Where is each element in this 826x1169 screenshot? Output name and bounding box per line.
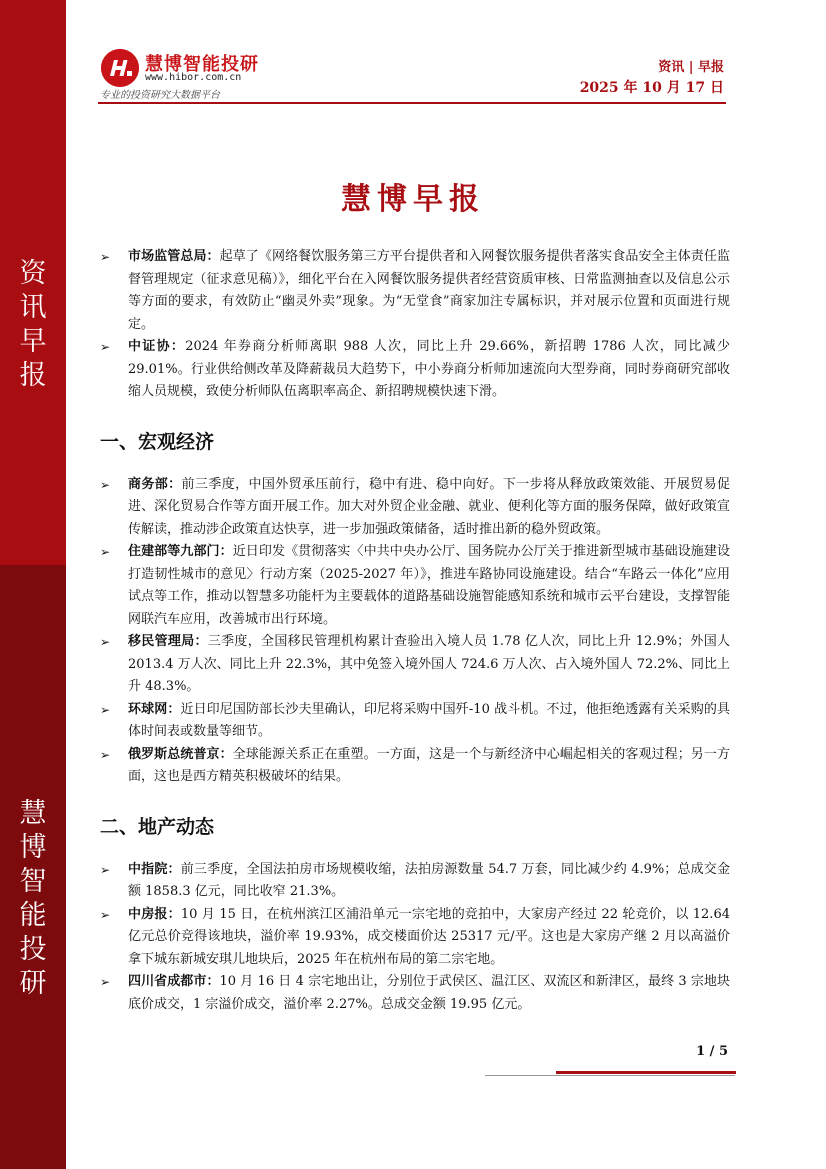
- bullet-arrow-icon: ➢: [100, 250, 111, 264]
- item-source: 商务部：: [128, 476, 182, 492]
- list-item: [100, 336, 730, 404]
- sidebar-char: 能: [19, 900, 47, 931]
- bullet-arrow-icon: ➢: [100, 862, 111, 877]
- sidebar-top-band: [0, 0, 66, 565]
- bullet-arrow-icon: ➢: [100, 907, 111, 922]
- report-body: [100, 246, 730, 1016]
- item-source: 俄罗斯总统普京：: [128, 746, 233, 762]
- item-text: 10 月 15 日，在杭州滨江区浦沿单元一宗宅地的竞拍中，大家房产经过 22 轮竞价，以 12.64 亿元总价竞得该地块，溢价率 19.93%，成交楼面价达 25317 元/平。这也是大家房产继 2 月以高溢价拿下城东新城安琪儿地块后，2025 年在杭州布局的第二宗宅地。: [128, 906, 730, 967]
- item-source: 住建部等九部门：: [128, 544, 233, 559]
- sidebar-char: 投: [19, 934, 47, 965]
- item-text: 前三季度，全国法拍房市场规模收缩，法拍房源数量 54.7 万套，同比减少约 4.9%；总成交金额 1858.3 亿元，同比收窄 21.3%。: [128, 861, 730, 899]
- list-item: [100, 699, 730, 744]
- bullet-arrow-icon: ➢: [100, 545, 111, 559]
- item-text: 三季度，全国移民管理机构累计查验出入境人员 1.78 亿人次，同比上升 12.9%；外国人 2013.4 万人次、同比上升 22.3%，其中免签入境外国人 724.6 万人次、占入境外国人 72.2%、同比上升 48.3%。: [128, 634, 730, 694]
- list-item: [100, 744, 730, 789]
- bullet-arrow-icon: ➢: [100, 340, 111, 354]
- footer-divider: [485, 1075, 735, 1076]
- item-source: 中房报：: [128, 906, 181, 922]
- item-text: 2024 年券商分析师离职 988 人次，同比上升 29.66%，新招聘 1786 人次，同比减少 29.01%。行业供给侧改革及降薪裁员大趋势下，中小券商分析师加速流向大型券商，同时券商研究部收缩人员规模，致使分析师队伍离职率高企、新招聘规模快速下滑。: [128, 339, 730, 399]
- item-text: 全球能源关系正在重塑。一方面，这是一个与新经济中心崛起相关的客观过程；另一方面，这也是西方精英积极破坏的结果。: [128, 746, 730, 784]
- sidebar-bottom-band: [0, 565, 66, 1169]
- sidebar-char: 研: [19, 968, 47, 999]
- sidebar-char: 报: [19, 360, 47, 391]
- page-number: 1 / 5: [696, 1044, 728, 1059]
- section-heading-macro: 一、宏观经济: [100, 430, 215, 453]
- bullet-arrow-icon: ➢: [100, 702, 111, 717]
- sidebar-char: 博: [19, 832, 47, 863]
- sidebar-label-top: [0, 257, 66, 393]
- item-source: 中证协：: [128, 339, 186, 354]
- section-heading-property: 二、地产动态: [100, 815, 215, 838]
- intro-list: [100, 246, 730, 404]
- sidebar-char: 智: [19, 866, 47, 897]
- item-text: 近日印尼国防部长沙夫里确认，印尼将采购中国歼-10 战斗机。不过，他拒绝透露有关采购的具体时间表或数量等细节。: [128, 701, 730, 739]
- list-item: [100, 971, 730, 1016]
- list-item: [100, 246, 730, 336]
- item-text: 近日印发《贯彻落实〈中共中央办公厅、国务院办公厅关于推进新型城市基础设施建设打造韧性城市的意见〉行动方案（2025-2027 年）》，推进车路协同设施建设。结合“车路云一体化”应用试点等工作，推动以智慧多功能杆为主要载体的道路基础设施智能感知系统和城市云平台建设，支撑智能网联汽车应用，改善城市出行环境。: [128, 544, 730, 627]
- bullet-arrow-icon: ➢: [100, 477, 111, 492]
- brand-slogan: 专业的投资研究大数据平台: [100, 90, 220, 101]
- item-source: 环球网：: [128, 701, 181, 717]
- bullet-arrow-icon: ➢: [100, 747, 111, 762]
- sidebar-char: 早: [19, 326, 47, 357]
- logo-mark-icon: [101, 49, 139, 87]
- header-divider: [98, 102, 726, 104]
- list-item: [100, 859, 730, 904]
- list-item: [100, 631, 730, 699]
- sidebar-char: 资: [19, 258, 47, 289]
- sidebar-char: 慧: [19, 798, 47, 829]
- item-source: 四川省成都市：: [128, 974, 220, 989]
- macro-list: [100, 474, 730, 789]
- item-source: 市场监管总局：: [128, 249, 220, 264]
- footer-accent-rule: [556, 1071, 736, 1074]
- header-meta: [580, 59, 724, 99]
- page-title: 慧博早报: [341, 182, 485, 217]
- sidebar-char: 讯: [19, 292, 47, 323]
- item-text: 起草了《网络餐饮服务第三方平台提供者和入网餐饮服务提供者落实食品安全主体责任监督管理规定（征求意见稿）》，细化平台在入网餐饮服务提供者经营资质审核、日常监测抽查以及信息公示等方面的要求，有效防止“幽灵外卖”现象。为“无堂食”商家加注专属标识，并对展示位置和页面进行规定。: [128, 249, 730, 332]
- list-item: [100, 904, 730, 972]
- report-category: 资讯 | 早报: [658, 60, 724, 75]
- bullet-arrow-icon: ➢: [100, 635, 111, 649]
- list-item: [100, 541, 730, 631]
- item-text: 10 月 16 日 4 宗宅地出让，分别位于武侯区、温江区、双流区和新津区，最终 3 宗地块底价成交，1 宗溢价成交，溢价率 2.27%。总成交金额 19.95 亿元。: [128, 974, 730, 1012]
- item-source: 移民管理局：: [128, 634, 208, 649]
- item-source: 中指院：: [128, 861, 181, 877]
- brand-name: 慧博智能投研: [145, 54, 259, 75]
- sidebar-label-bottom: [0, 797, 66, 1001]
- bullet-arrow-icon: ➢: [100, 975, 111, 989]
- property-list: [100, 859, 730, 1017]
- brand-url[interactable]: www.hibor.com.cn: [145, 72, 242, 83]
- list-item: [100, 474, 730, 542]
- report-date: 2025 年 10 月 17 日: [579, 80, 724, 96]
- item-text: 前三季度，中国外贸承压前行，稳中有进、稳中向好。下一步将从释放政策效能、开展贸易促进、深化贸易合作等方面开展工作。加大对外贸企业金融、就业、便利化等方面的服务保障，做好政策宣传解读，推动涉企政策直达快享，进一步加强政策储备，适时推出新的稳外贸政策。: [128, 476, 730, 537]
